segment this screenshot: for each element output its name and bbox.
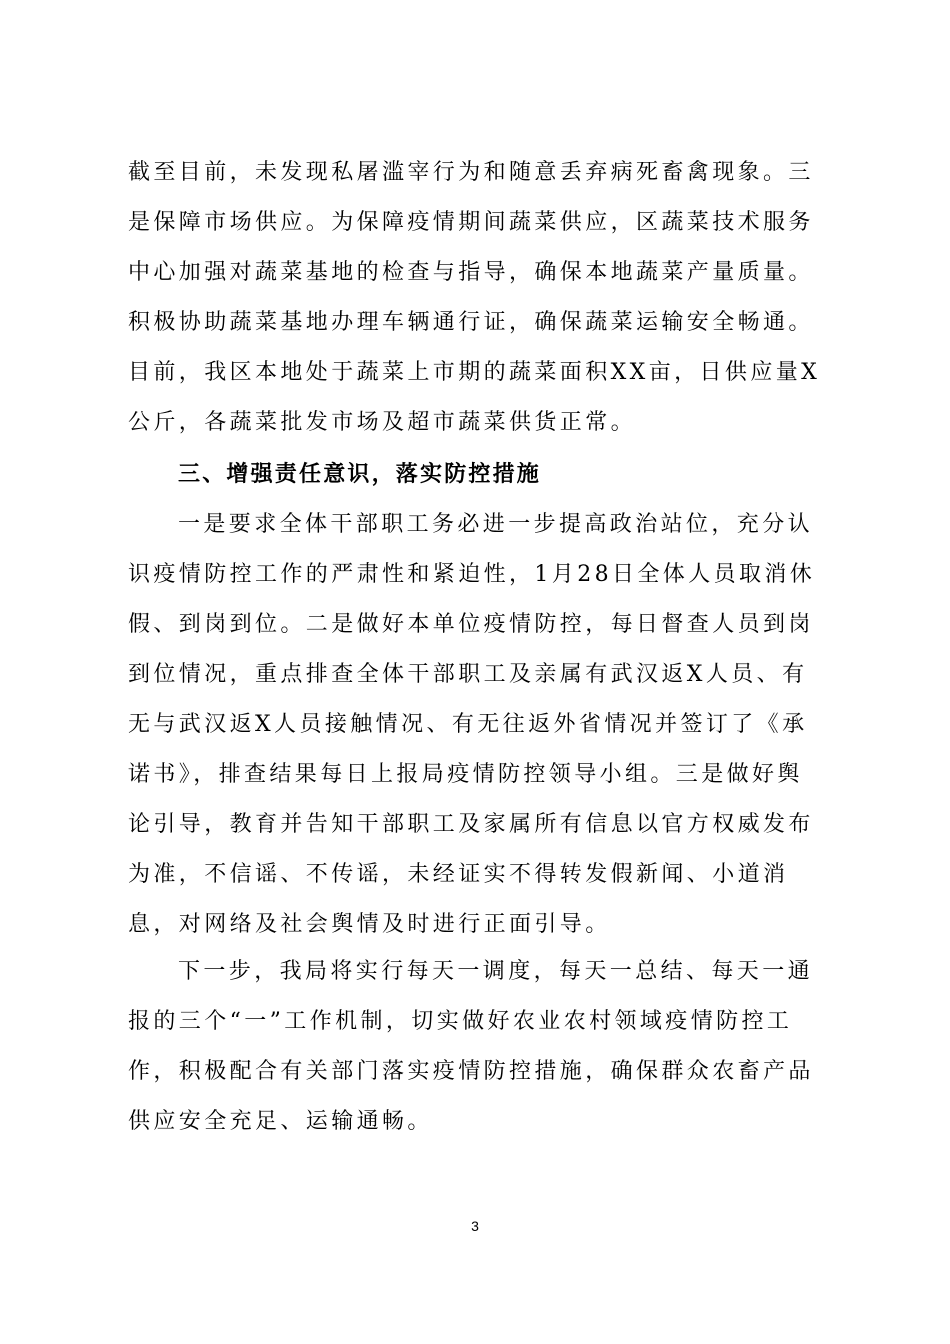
text-line: 下一步，我局将实行每天一调度，每天一总结、每天一通 bbox=[178, 959, 814, 984]
paragraph-continuation bbox=[128, 148, 828, 448]
section-heading: 三、增强责任意识，落实防控措施 bbox=[178, 462, 542, 487]
text-line: 是保障市场供应。为保障疫情期间蔬菜供应，区蔬菜技术服务 bbox=[128, 210, 814, 235]
text-line: 公斤，各蔬菜批发市场及超市蔬菜供货正常。 bbox=[128, 410, 637, 435]
paragraph-next-steps bbox=[128, 947, 828, 1147]
text-line: 积极协助蔬菜基地办理车辆通行证，确保蔬菜运输安全畅通。 bbox=[128, 310, 814, 335]
paragraph-measures bbox=[128, 500, 828, 950]
text-line: 一是要求全体干部职工务必进一步提高政治站位，充分认 bbox=[178, 512, 814, 537]
section-three bbox=[128, 450, 828, 500]
text-line: 中心加强对蔬菜基地的检查与指导，确保本地蔬菜产量质量。 bbox=[128, 260, 814, 285]
text-line: 诺书》，排查结果每日上报局疫情防控领导小组。三是做好舆 bbox=[128, 762, 803, 787]
text-line: 假、到岗到位。二是做好本单位疫情防控，每日督查人员到岗 bbox=[128, 612, 814, 637]
text-line: 识疫情防控工作的严肃性和紧迫性，1月28日全体人员取消休 bbox=[128, 562, 816, 587]
text-line: 为准，不信谣、不传谣，未经证实不得转发假新闻、小道消 bbox=[128, 862, 789, 887]
text-line: 报的三个“一”工作机制，切实做好农业农村领域疫情防控工 bbox=[128, 1009, 793, 1034]
text-line: 目前，我区本地处于蔬菜上市期的蔬菜面积XX亩，日供应量X bbox=[128, 360, 821, 385]
text-line: 论引导，教育并告知干部职工及家属所有信息以官方权威发布 bbox=[128, 812, 814, 837]
text-line: 无与武汉返X人员接触情况、有无往返外省情况并签订了《承 bbox=[128, 712, 808, 737]
text-line: 息，对网络及社会舆情及时进行正面引导。 bbox=[128, 912, 611, 937]
text-line: 到位情况，重点排查全体干部职工及亲属有武汉返X人员、有 bbox=[128, 662, 808, 687]
text-line: 供应安全充足、运输通畅。 bbox=[128, 1109, 433, 1134]
page-number: 3 bbox=[471, 1218, 479, 1234]
text-line: 作，积极配合有关部门落实疫情防控措施，确保群众农畜产品 bbox=[128, 1059, 814, 1084]
text-line: 截至目前，未发现私屠滥宰行为和随意丢弃病死畜禽现象。三 bbox=[128, 160, 814, 185]
